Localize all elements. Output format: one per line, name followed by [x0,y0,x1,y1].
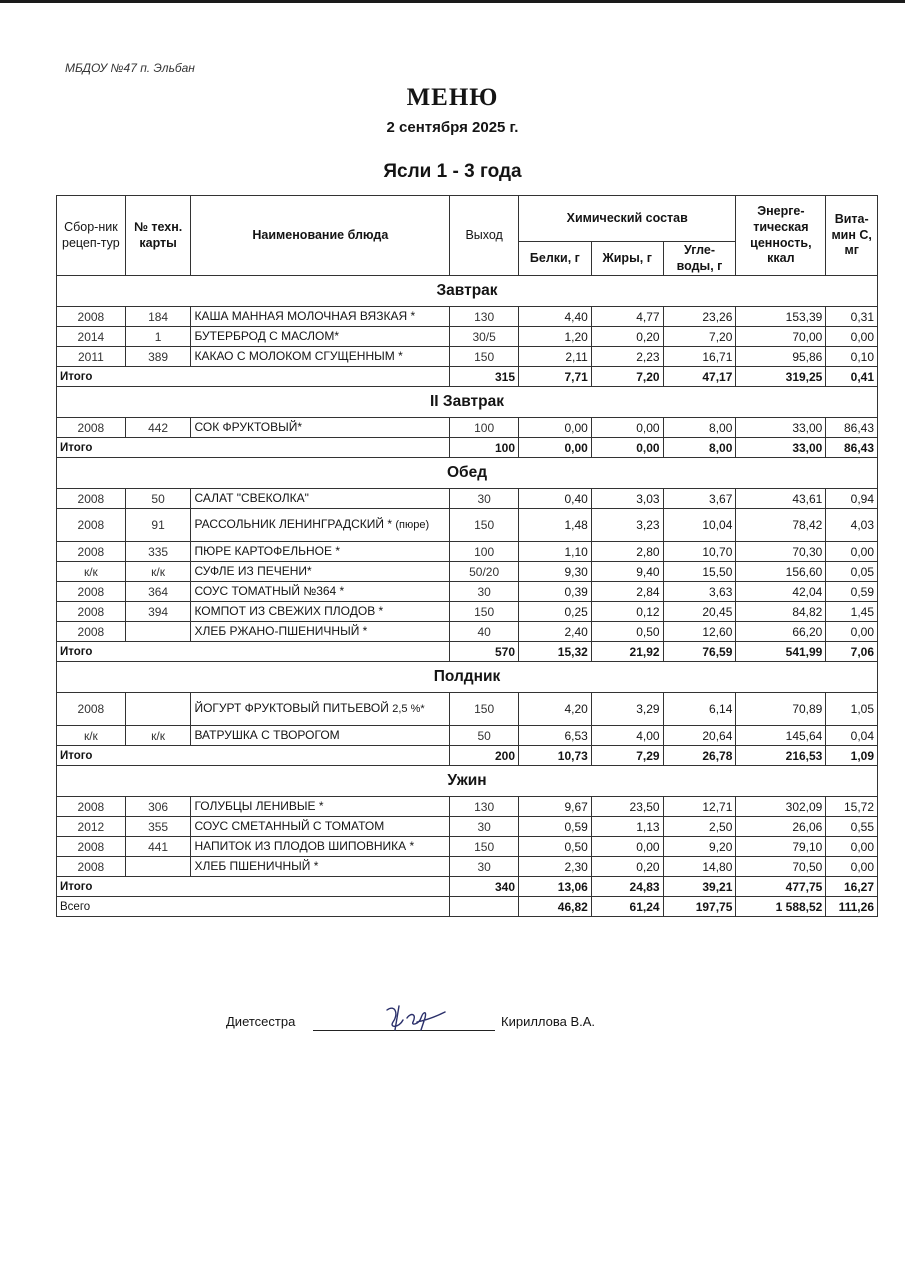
cell-energy: 70,00 [736,327,826,347]
cell-protein: 1,10 [519,542,592,562]
cell-fat: 4,00 [591,726,663,746]
cell-carbs: 9,20 [663,837,736,857]
cell-energy: 79,10 [736,837,826,857]
dish-name-text: СОК ФРУКТОВЫЙ* [194,419,303,434]
section-total-row [57,746,878,766]
cell-card: 335 [125,542,191,562]
total-fat: 0,00 [591,438,663,458]
cell-vitamin: 4,03 [826,509,878,542]
total-carbs: 47,17 [663,367,736,387]
cell-dish-name [191,602,450,622]
cell-fat: 1,13 [591,817,663,837]
dish-name-text: САЛАТ "СВЕКОЛКА" [194,490,309,505]
cell-collection: к/к [57,726,126,746]
menu-row [57,327,878,347]
cell-dish-name [191,837,450,857]
dish-name-text: СУФЛЕ ИЗ ПЕЧЕНИ* [194,563,312,578]
cell-output: 50 [450,726,519,746]
menu-row [57,693,878,726]
dish-name-text: СОУС ТОМАТНЫЙ №364 * [194,583,345,598]
cell-collection: 2014 [57,327,126,347]
cell-card: 441 [125,837,191,857]
cell-collection: к/к [57,562,126,582]
cell-card [125,693,191,726]
cell-fat: 2,80 [591,542,663,562]
cell-carbs: 12,71 [663,797,736,817]
section-header-row [57,766,878,797]
cell-dish-name [191,542,450,562]
header-row [57,196,878,242]
cell-output: 130 [450,307,519,327]
cell-carbs: 6,14 [663,693,736,726]
cell-fat: 9,40 [591,562,663,582]
menu-row [57,837,878,857]
cell-card [125,622,191,642]
menu-row [57,418,878,438]
total-protein: 0,00 [519,438,592,458]
cell-card: 91 [125,509,191,542]
cell-collection: 2008 [57,602,126,622]
col-card: № техн. карты [125,196,191,276]
cell-output: 100 [450,542,519,562]
grand-total-carbs: 197,75 [663,897,736,917]
cell-carbs: 8,00 [663,418,736,438]
menu-row [57,509,878,542]
cell-dish-name [191,418,450,438]
cell-output: 30 [450,582,519,602]
cell-protein: 4,20 [519,693,592,726]
cell-output: 150 [450,347,519,367]
cell-card: 1 [125,327,191,347]
cell-energy: 70,50 [736,857,826,877]
grand-total-energy: 1 588,52 [736,897,826,917]
total-vitamin: 16,27 [826,877,878,897]
dish-name-text: КОМПОТ ИЗ СВЕЖИХ ПЛОДОВ * [194,603,384,618]
total-output: 315 [450,367,519,387]
cell-energy: 70,89 [736,693,826,726]
grand-total-row [57,897,878,917]
total-protein: 10,73 [519,746,592,766]
total-label: Итого [57,642,450,662]
dish-note: (пюре) [395,519,430,532]
cell-protein: 1,20 [519,327,592,347]
total-carbs: 26,78 [663,746,736,766]
cell-protein: 0,00 [519,418,592,438]
menu-row [57,489,878,509]
total-label: Итого [57,746,450,766]
total-carbs: 8,00 [663,438,736,458]
total-protein: 15,32 [519,642,592,662]
cell-energy: 43,61 [736,489,826,509]
cell-energy: 95,86 [736,347,826,367]
menu-row [57,817,878,837]
cell-dish-name [191,582,450,602]
cell-dish-name [191,817,450,837]
signature-role: Диетсестра [226,1014,296,1029]
cell-collection: 2008 [57,837,126,857]
grand-total-fat: 61,24 [591,897,663,917]
cell-card: 184 [125,307,191,327]
cell-vitamin: 0,00 [826,857,878,877]
cell-carbs: 16,71 [663,347,736,367]
cell-fat: 0,12 [591,602,663,622]
dish-name-text: ЙОГУРТ ФРУКТОВЫЙ ПИТЬЕВОЙ [194,701,389,716]
section-total-row [57,642,878,662]
cell-vitamin: 1,05 [826,693,878,726]
menu-row [57,562,878,582]
signature-name: Кириллова В.А. [501,1014,596,1029]
cell-card: 442 [125,418,191,438]
menu-date: 2 сентября 2025 г. [386,119,519,136]
cell-protein: 1,48 [519,509,592,542]
organization-name: МБДОУ №47 п. Эльбан [65,61,195,75]
cell-protein: 0,40 [519,489,592,509]
cell-vitamin: 0,00 [826,542,878,562]
cell-dish-name [191,307,450,327]
cell-dish-name [191,622,450,642]
section-header-row [57,276,878,307]
cell-protein: 0,39 [519,582,592,602]
dish-name-text: КАКАО С МОЛОКОМ СГУЩЕННЫМ * [194,348,403,363]
section-header-row [57,458,878,489]
cell-card [125,857,191,877]
total-label: Итого [57,438,450,458]
cell-protein: 2,11 [519,347,592,367]
cell-vitamin: 0,31 [826,307,878,327]
dish-name-text: БУТЕРБРОД С МАСЛОМ* [194,328,340,343]
cell-energy: 153,39 [736,307,826,327]
cell-carbs: 20,64 [663,726,736,746]
total-protein: 13,06 [519,877,592,897]
cell-carbs: 23,26 [663,307,736,327]
grand-total-protein: 46,82 [519,897,592,917]
menu-row [57,622,878,642]
cell-dish-name [191,509,450,542]
cell-protein: 0,50 [519,837,592,857]
total-energy: 319,25 [736,367,826,387]
section-title: II Завтрак [57,387,878,418]
total-label: Итого [57,877,450,897]
dish-name-text: СОУС СМЕТАННЫЙ С ТОМАТОМ [194,818,385,833]
cell-carbs: 20,45 [663,602,736,622]
cell-card: 355 [125,817,191,837]
section-total-row [57,367,878,387]
cell-output: 150 [450,509,519,542]
age-group: Ясли 1 - 3 года [383,161,522,182]
cell-carbs: 3,63 [663,582,736,602]
menu-row [57,797,878,817]
cell-collection: 2008 [57,582,126,602]
cell-fat: 0,20 [591,327,663,347]
cell-energy: 66,20 [736,622,826,642]
cell-protein: 4,40 [519,307,592,327]
col-output: Выход [450,196,519,276]
cell-dish-name [191,797,450,817]
cell-output: 50/20 [450,562,519,582]
cell-collection: 2008 [57,509,126,542]
menu-row [57,602,878,622]
handwritten-signature [381,1000,451,1034]
dish-name-text: ХЛЕБ РЖАНО-ПШЕНИЧНЫЙ * [194,623,368,638]
total-carbs: 76,59 [663,642,736,662]
cell-fat: 3,23 [591,509,663,542]
menu-row [57,726,878,746]
dish-note: 2,5 %* [392,703,425,716]
total-fat: 21,92 [591,642,663,662]
cell-vitamin: 0,00 [826,622,878,642]
cell-collection: 2011 [57,347,126,367]
dish-name-text: ХЛЕБ ПШЕНИЧНЫЙ * [194,858,319,873]
cell-vitamin: 0,94 [826,489,878,509]
menu-row [57,857,878,877]
cell-collection: 2008 [57,693,126,726]
cell-collection: 2008 [57,857,126,877]
cell-energy: 145,64 [736,726,826,746]
cell-energy: 33,00 [736,418,826,438]
cell-dish-name [191,347,450,367]
cell-output: 150 [450,837,519,857]
cell-dish-name [191,726,450,746]
section-total-row [57,877,878,897]
cell-fat: 4,77 [591,307,663,327]
cell-vitamin: 0,04 [826,726,878,746]
cell-carbs: 2,50 [663,817,736,837]
total-vitamin: 7,06 [826,642,878,662]
cell-protein: 9,30 [519,562,592,582]
menu-row [57,307,878,327]
section-total-row [57,438,878,458]
dish-name-text: ВАТРУШКА С ТВОРОГОМ [194,727,340,742]
total-energy: 477,75 [736,877,826,897]
total-energy: 541,99 [736,642,826,662]
total-fat: 7,20 [591,367,663,387]
cell-card: 364 [125,582,191,602]
cell-collection: 2008 [57,418,126,438]
page-title: МЕНЮ [406,84,499,111]
cell-energy: 302,09 [736,797,826,817]
total-fat: 24,83 [591,877,663,897]
cell-collection: 2008 [57,797,126,817]
cell-carbs: 7,20 [663,327,736,347]
cell-card: к/к [125,562,191,582]
cell-output: 30 [450,817,519,837]
total-label: Итого [57,367,450,387]
cell-vitamin: 1,45 [826,602,878,622]
col-carbs: Угле-воды, г [663,242,736,276]
cell-protein: 0,25 [519,602,592,622]
cell-output: 150 [450,602,519,622]
cell-energy: 78,42 [736,509,826,542]
cell-energy: 70,30 [736,542,826,562]
cell-output: 30/5 [450,327,519,347]
cell-fat: 3,03 [591,489,663,509]
section-header-row [57,387,878,418]
cell-output: 150 [450,693,519,726]
total-output: 340 [450,877,519,897]
cell-vitamin: 0,05 [826,562,878,582]
section-header-row [57,662,878,693]
col-name: Наименование блюда [191,196,450,276]
dish-name-text: ГОЛУБЦЫ ЛЕНИВЫЕ * [194,798,324,813]
cell-output: 30 [450,489,519,509]
total-output: 200 [450,746,519,766]
cell-vitamin: 86,43 [826,418,878,438]
cell-vitamin: 0,59 [826,582,878,602]
cell-carbs: 12,60 [663,622,736,642]
cell-dish-name [191,857,450,877]
cell-fat: 0,20 [591,857,663,877]
cell-vitamin: 0,00 [826,837,878,857]
cell-card: 306 [125,797,191,817]
total-vitamin: 0,41 [826,367,878,387]
cell-fat: 3,29 [591,693,663,726]
total-energy: 33,00 [736,438,826,458]
grand-total-vitamin: 111,26 [826,897,878,917]
cell-card: 394 [125,602,191,622]
total-energy: 216,53 [736,746,826,766]
menu-row [57,347,878,367]
cell-dish-name [191,562,450,582]
cell-energy: 42,04 [736,582,826,602]
cell-output: 130 [450,797,519,817]
cell-protein: 0,59 [519,817,592,837]
cell-carbs: 15,50 [663,562,736,582]
cell-vitamin: 0,55 [826,817,878,837]
cell-collection: 2008 [57,489,126,509]
col-vitamin: Вита-мин С, мг [826,196,878,276]
cell-protein: 6,53 [519,726,592,746]
cell-protein: 2,30 [519,857,592,877]
total-vitamin: 86,43 [826,438,878,458]
cell-carbs: 3,67 [663,489,736,509]
cell-collection: 2012 [57,817,126,837]
menu-row [57,542,878,562]
cell-card: 50 [125,489,191,509]
section-title: Завтрак [57,276,878,307]
section-title: Обед [57,458,878,489]
cell-dish-name [191,327,450,347]
menu-body [57,276,878,917]
dish-name-text: ПЮРЕ КАРТОФЕЛЬНОЕ * [194,543,341,558]
cell-dish-name [191,489,450,509]
total-output: 570 [450,642,519,662]
cell-output: 30 [450,857,519,877]
cell-fat: 23,50 [591,797,663,817]
total-vitamin: 1,09 [826,746,878,766]
cell-energy: 84,82 [736,602,826,622]
total-protein: 7,71 [519,367,592,387]
total-output: 100 [450,438,519,458]
cell-protein: 2,40 [519,622,592,642]
grand-total-label: Всего [57,897,450,917]
cell-output: 40 [450,622,519,642]
col-energy: Энерге-тическая ценность, ккал [736,196,826,276]
signature-block [226,1014,646,1038]
section-title: Полдник [57,662,878,693]
cell-dish-name [191,693,450,726]
total-carbs: 39,21 [663,877,736,897]
cell-fat: 2,84 [591,582,663,602]
cell-energy: 156,60 [736,562,826,582]
cell-card: 389 [125,347,191,367]
cell-carbs: 14,80 [663,857,736,877]
scan-top-edge [0,0,905,3]
menu-row [57,582,878,602]
dish-name-text: НАПИТОК ИЗ ПЛОДОВ ШИПОВНИКА * [194,838,415,853]
cell-output: 100 [450,418,519,438]
cell-fat: 0,00 [591,418,663,438]
dish-name-text: РАССОЛЬНИК ЛЕНИНГРАДСКИЙ * [194,517,393,532]
cell-carbs: 10,70 [663,542,736,562]
cell-fat: 2,23 [591,347,663,367]
cell-protein: 9,67 [519,797,592,817]
cell-energy: 26,06 [736,817,826,837]
dish-name-text: КАША МАННАЯ МОЛОЧНАЯ ВЯЗКАЯ * [194,308,416,323]
grand-total-output-empty [450,897,519,917]
cell-fat: 0,50 [591,622,663,642]
total-fat: 7,29 [591,746,663,766]
cell-card: к/к [125,726,191,746]
col-collection: Сбор-ник рецеп-тур [57,196,126,276]
section-title: Ужин [57,766,878,797]
cell-collection: 2008 [57,307,126,327]
cell-vitamin: 0,10 [826,347,878,367]
col-fat: Жиры, г [591,242,663,276]
col-protein: Белки, г [519,242,592,276]
cell-collection: 2008 [57,622,126,642]
cell-vitamin: 0,00 [826,327,878,347]
cell-carbs: 10,04 [663,509,736,542]
col-chem: Химический состав [519,196,736,242]
cell-collection: 2008 [57,542,126,562]
cell-fat: 0,00 [591,837,663,857]
cell-vitamin: 15,72 [826,797,878,817]
menu-table [56,195,878,917]
